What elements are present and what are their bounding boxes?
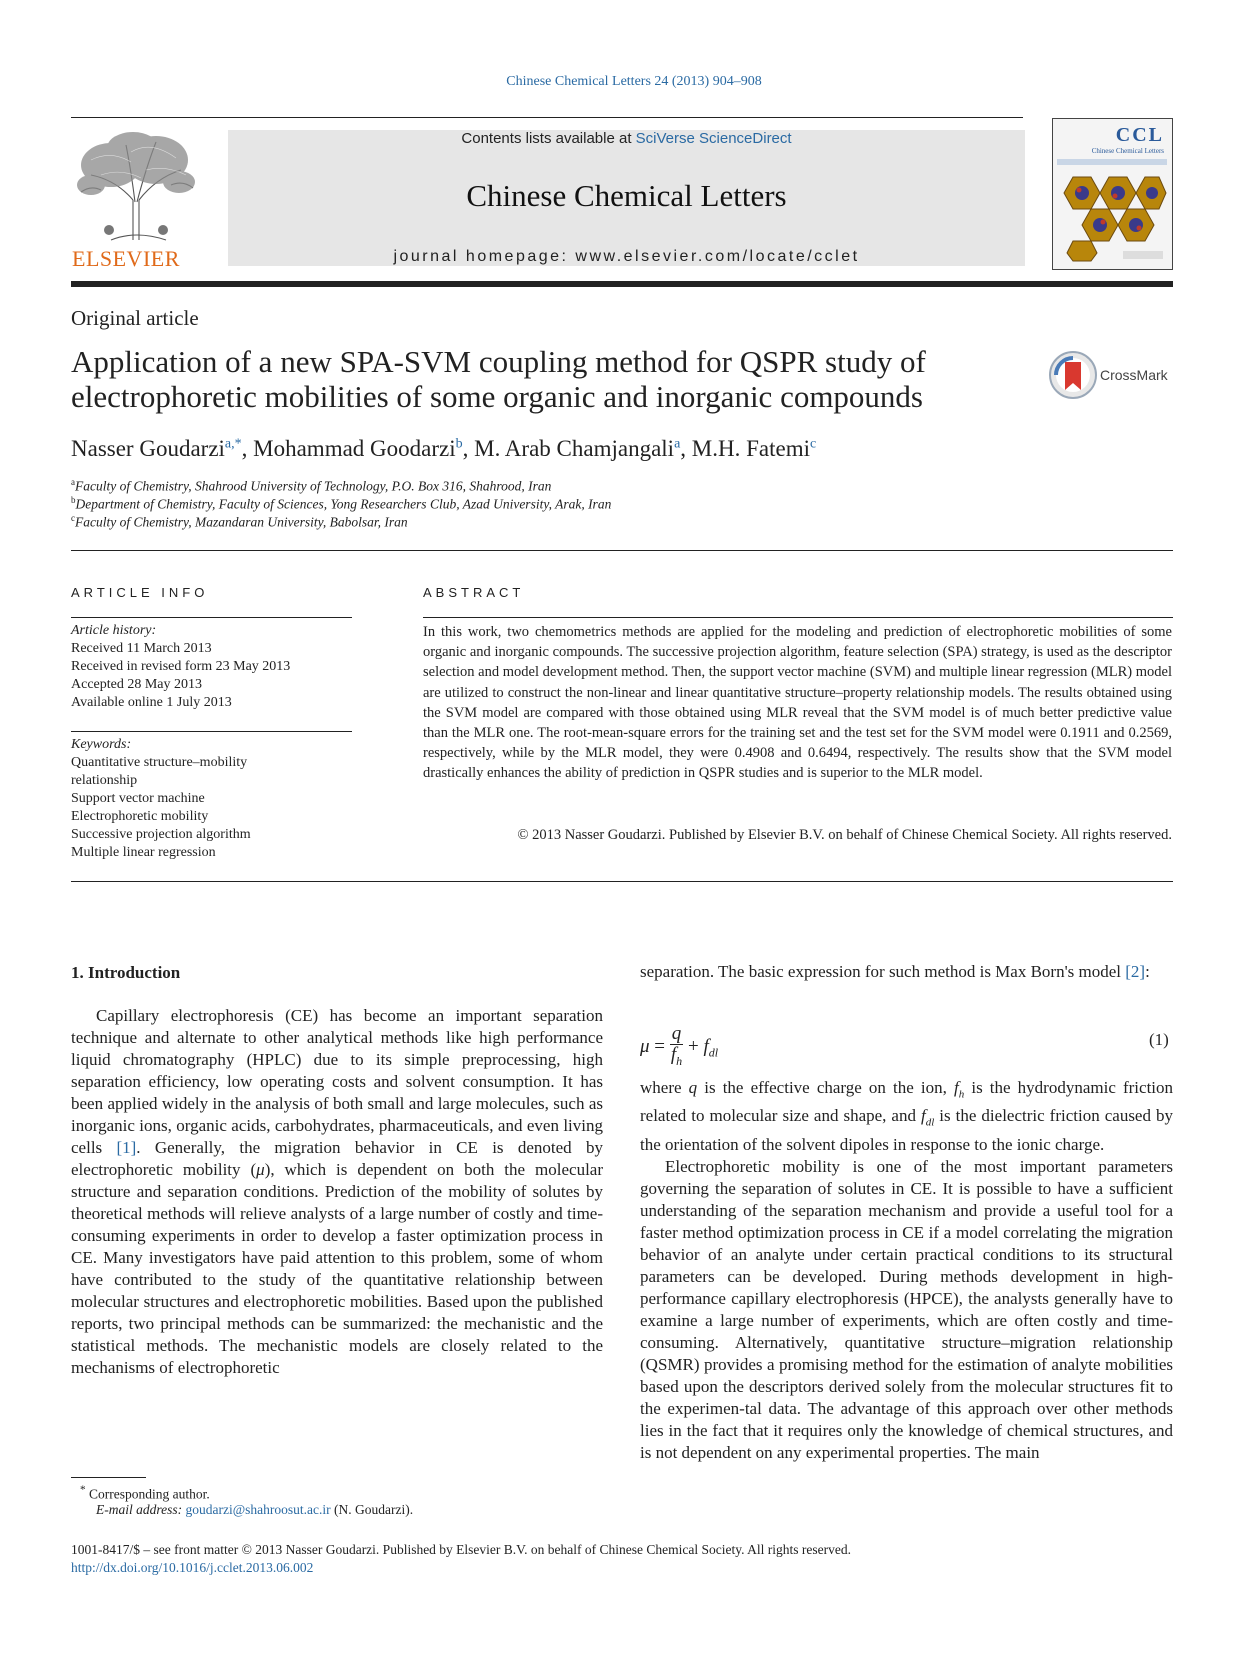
keywords-label: Keywords: [71,737,132,752]
author-name: M.H. Fatemi [691,436,810,461]
keywords [71,736,361,862]
affiliation-text: Faculty of Chemistry, Shahrood University of Technology, P.O. Box 316, Shahrood, Iran [75,478,552,494]
header-divider [71,550,1173,551]
cover-abbrev: CCL [1115,124,1164,146]
math-symbol: μ [256,1160,265,1179]
affiliation-a [71,477,551,495]
intro-paragraph [71,1005,603,1379]
crossmark-icon [1048,350,1098,400]
intro-paragraph: Electrophoretic mobility is one of the most important parameters governing the separation of solutes in CE. It is possible to have a sufficient understanding of the separation mechanism and provide a useful tool for a faster method optimization process in CE if a model correlating the migration behavior of an analyte under certain practical conditions to its structural parameters can be developed. During methods development in high-performance capillary electrophoresis (HPCE), the analysts generally have to examine a large number of experiments, which are often costly and time-consuming. Alternatively, quantitative structure–migration relationship (QSMR) provides a promising method for the estimation of analyte mobilities based upon the descriptors derived solely from the molecular structures fit to the experimen-tal data. The advantage of this approach over other methods lies in the fact that it requires only the knowledge of chemical structures, and is not dependent on any experimental properties. The main [640,1156,1173,1462]
article-history [71,622,361,712]
eq-fraction [670,1024,684,1071]
math-subscript: dl [925,1116,935,1129]
keyword-item: Multiple linear regression [71,845,216,860]
author-separator: , [680,436,692,461]
section-heading-introduction: 1. Introduction [71,963,181,982]
eq-den-symbol: f [670,1044,677,1065]
intro-right-column-top [640,961,1173,983]
text-run: is the hydrodynamic friction related to molecular size and shape, and [640,1078,1174,1126]
math-symbol: f [954,1078,959,1097]
author-affiliation-mark[interactable]: a,* [224,436,242,452]
text-run: separation. The basic expression for such method is Max Born's model [640,962,1126,981]
author-list [71,436,816,462]
eq-mu: μ [640,1035,650,1057]
doi-link[interactable]: http://dx.doi.org/10.1016/j.cclet.2013.06.002 [71,1560,314,1575]
author-affiliation-mark[interactable]: a [674,436,681,452]
author-name: Nasser Goudarzi [71,436,225,461]
elsevier-tree-icon [71,130,201,242]
email-suffix: (N. Goudarzi). [330,1502,414,1517]
top-rule [71,117,1023,118]
cover-illustration [1053,119,1172,269]
intro-left-column [71,1005,603,1379]
history-online: Available online 1 July 2013 [71,695,232,710]
keyword-item: Successive projection algorithm [71,827,251,842]
front-matter-line: 1001-8417/$ – see front matter © 2013 Nasser Goudarzi. Published by Elsevier B.V. on behalf of Chinese Chemical Society. All rights reserved. [71,1542,851,1557]
intro-paragraph [640,1077,1173,1156]
text-run: is the effective charge on the ion, [697,1078,954,1097]
affiliation-c [71,513,408,531]
keywords-rule [71,731,352,732]
elsevier-logo[interactable] [71,130,201,240]
equation-1 [640,1024,718,1071]
author-separator: , [462,436,475,461]
article-history-label: Article history: [71,623,157,638]
text-run: where [640,1078,689,1097]
author-affiliation-mark[interactable]: c [809,436,817,452]
journal-cover-thumbnail[interactable] [1052,118,1173,270]
eq-f-symbol: f [703,1035,709,1057]
keyword-item: Support vector machine [71,791,205,806]
article-title-line-1: Application of a new SPA-SVM coupling method for QSPR study of [71,344,926,379]
author-separator: , [241,436,254,461]
journal-title: Chinese Chemical Letters [466,178,787,213]
history-received: Received 11 March 2013 [71,641,212,656]
text-run: is the dielectric friction caused by the orientation of the solvent dipoles in response to the ionic charge. [640,1106,1173,1154]
keyword-item: relationship [71,773,138,788]
affiliation-mark: b [71,495,76,505]
math-symbol: f [921,1106,926,1126]
email-note [96,1502,413,1518]
masthead-bottom-rule [71,281,1173,287]
history-accepted: Accepted 28 May 2013 [71,677,203,692]
sciencedirect-link[interactable]: SciVerse ScienceDirect [635,130,792,147]
elsevier-wordmark: ELSEVIER [72,246,180,271]
article-title [71,344,1031,414]
article-info-rule [71,617,352,618]
footnote-rule [71,1477,146,1478]
article-title-line-2: electrophoretic mobilities of some organic and inorganic compounds [71,379,924,414]
footnote-mark: * [80,1484,86,1496]
reference-link[interactable]: [1] [116,1138,137,1157]
cover-title: Chinese Chemical Letters [1091,147,1164,155]
abstract-heading: ABSTRACT [423,585,525,600]
article-info-heading: ARTICLE INFO [71,585,209,600]
abstract-bottom-rule [71,881,1173,882]
footnote-text: Corresponding author. [89,1486,210,1502]
contents-availability [228,130,1025,147]
abstract-rule [423,617,1173,618]
math-subscript: h [958,1088,965,1101]
affiliation-text: Faculty of Chemistry, Mazandaran University, Babolsar, Iran [75,514,408,530]
contents-prefix: Contents lists available at [461,130,636,147]
author-name: Mohammad Goodarzi [253,436,456,461]
eq-f-subscript: dl [708,1045,719,1060]
math-symbol: q [688,1078,698,1097]
text-run: . Generally, the migration behavior in CE is denoted by electrophoretic mobility ( [71,1138,603,1179]
affiliation-text: Department of Chemistry, Faculty of Sciences, Yong Researchers Club, Azad University, Arak, Iran [75,496,612,512]
eq-denominator [670,1045,684,1071]
corresponding-author-note [80,1484,210,1503]
affiliation-b [71,495,611,513]
author-name: M. Arab Chamjangali [474,436,675,461]
crossmark-label[interactable]: CrossMark [1100,367,1168,383]
abstract-copyright: © 2013 Nasser Goudarzi. Published by Elsevier B.V. on behalf of Chinese Chemical Society. All rights reserved. [517,827,1172,843]
history-revised: Received in revised form 23 May 2013 [71,659,291,674]
keyword-item: Quantitative structure–mobility [71,755,248,770]
eq-numerator: q [671,1023,682,1044]
abstract-text: In this work, two chemometrics methods are applied for the modeling and prediction of electrophoretic mobilities of some organic and inorganic compounds. The successive projection algorithm, feature selection (SPA) strategy, is used as the descriptor selection and model development method. Then, the support vector machine (SVM) and multiple linear regression (MLR) model are utilized to construct the non-linear and linear quantitative structure–property relationship models. The results obtained using the SVM model are compared with those obtained using MLR reveal that the SVM model is of much better predictive value than the MLR one. The root-mean-square errors for the training set and the test set for the SVM model were 0.1911 and 0.2569, respectively, while by the MLR model, they were 0.4908 and 0.6494, respectively. The results show that the SVM model drastically enhances the ability of prediction in QSPR studies and is superior to the MLR model. [423,624,1172,782]
intro-paragraph [640,961,1173,983]
eq-plus: + [683,1035,704,1057]
reference-link[interactable]: [2] [1125,962,1146,981]
affiliation-mark: c [71,513,75,523]
text-run: ), which is dependent on both the molecular structure and separation conditions. Prediction of the mobility of solutes by theoretical methods will relieve analysts of a large number of costly and time-consuming experiments in order to develop a faster optimization process in CE. Many investigators have paid attention to this problem, some of whom have contributed to the study of the quantitative relationship between molecular structures and electrophoretic mobilities. Based upon the published reports, two principal methods can be summarized: the mechanistic and the statistical methods. The mechanistic models are closely related to the mechanisms of electrophoretic [71,1160,603,1377]
author-affiliation-mark[interactable]: b [455,436,463,452]
text-run: Capillary electrophoresis (CE) has become an important separation technique and alternate to other analytical methods like high performance liquid chromatography (HPLC) due to its simple preprocessing, high separation efficiency, low operating costs and solvent consumption. It has been applied widely in the analysis of both small and large molecules, such as inorganic ions, organic acids, carbohydrates, pharmaceuticals, and even living cells [71,1006,603,1157]
eq-equals: = [649,1035,670,1057]
journal-citation[interactable]: Chinese Chemical Letters 24 (2013) 904–908 [506,74,762,89]
text-run: : [1145,962,1150,981]
keyword-item: Electrophoretic mobility [71,809,209,824]
email-label: E-mail address: [96,1502,186,1517]
equation-number: (1) [1149,1030,1169,1049]
crossmark-badge[interactable] [1048,350,1098,405]
affiliation-mark: a [71,477,75,487]
article-type: Original article [71,306,199,330]
journal-homepage[interactable]: journal homepage: www.elsevier.com/locate/cclet [393,248,860,265]
author-email-link[interactable]: goudarzi@shahroosut.ac.ir [185,1502,331,1517]
eq-den-subscript: h [676,1053,683,1068]
intro-right-column [640,1077,1173,1464]
